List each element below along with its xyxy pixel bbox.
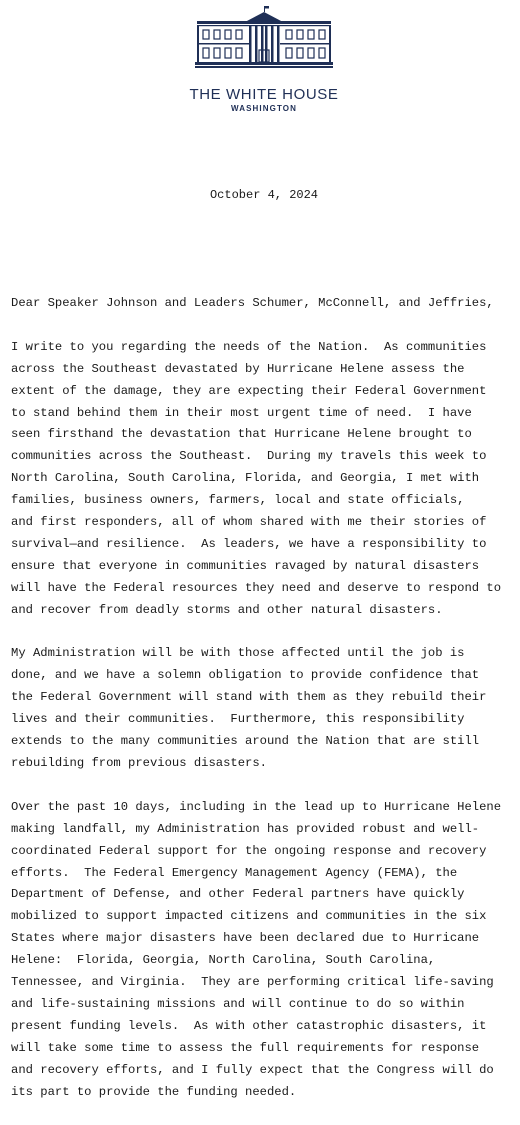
letterhead-city: WASHINGTON xyxy=(231,104,297,113)
paragraph-1 xyxy=(11,337,516,622)
salutation-text: Dear Speaker Johnson and Leaders Schumer, McConnell, and Jeffries, xyxy=(11,296,494,310)
paragraph-line: its part to provide the funding needed. xyxy=(11,1084,297,1099)
paragraph-line: efforts. The Federal Emergency Management Agency (FEMA), the xyxy=(11,865,458,880)
paragraph-line: lives and their communities. Furthermore, this responsibility xyxy=(11,712,465,727)
paragraph-line: will have the Federal resources they need and deserve to respond to xyxy=(11,580,502,595)
paragraph-line: I write to you regarding the needs of the Nation. As communities xyxy=(11,339,487,354)
paragraph-line: Helene: Florida, Georgia, North Carolina, South Carolina, xyxy=(11,953,436,968)
paragraph-line: States where major disasters have been declared due to Hurricane xyxy=(11,931,480,946)
letterhead-title: THE WHITE HOUSE xyxy=(189,86,339,103)
paragraph-line: coordinated Federal support for the ongoing response and recovery xyxy=(11,843,487,858)
paragraph-line: making landfall, my Administration has provided robust and well- xyxy=(11,821,480,836)
paragraph-line: seen firsthand the devastation that Hurricane Helene brought to xyxy=(11,427,472,442)
paragraph-line: the Federal Government will stand with them as they rebuild their xyxy=(11,690,487,705)
paragraph-line: mobilized to support impacted citizens and communities in the six xyxy=(11,909,487,924)
paragraph-line: families, business owners, farmers, local and state officials, xyxy=(11,493,465,508)
paragraph-line: and first responders, all of whom shared with me their stories of xyxy=(11,515,487,530)
salutation xyxy=(11,293,516,315)
paragraph-line: extent of the damage, they are expecting their Federal Government xyxy=(11,383,487,398)
paragraph-line: North Carolina, South Carolina, Florida, and Georgia, I met with xyxy=(11,471,480,486)
paragraph-line: communities across the Southeast. During my travels this week to xyxy=(11,449,487,464)
paragraph-line: present funding levels. As with other catastrophic disasters, it xyxy=(11,1018,487,1033)
paragraph-line: Over the past 10 days, including in the lead up to Hurricane Helene xyxy=(11,799,502,814)
letterhead xyxy=(0,0,520,120)
letter-date: October 4, 2024 xyxy=(209,188,319,202)
paragraph-line: and recovery efforts, and I fully expect that the Congress will do xyxy=(11,1062,494,1077)
paragraph-line: and life-sustaining missions and will continue to do so within xyxy=(11,996,465,1011)
paragraph-line: and recover from deadly storms and other natural disasters. xyxy=(11,602,443,617)
paragraph-line: Department of Defense, and other Federal partners have quickly xyxy=(11,887,465,902)
paragraph-line: ensure that everyone in communities ravaged by natural disasters xyxy=(11,558,480,573)
white-house-building-icon xyxy=(195,6,333,68)
paragraph-line: across the Southeast devastated by Hurricane Helene assess the xyxy=(11,361,465,376)
paragraph-line: will take some time to assess the full requirements for response xyxy=(11,1040,480,1055)
paragraph-2 xyxy=(11,643,516,774)
paragraph-line: done, and we have a solemn obligation to provide confidence that xyxy=(11,668,480,683)
paragraph-3 xyxy=(11,797,516,1104)
paragraph-line: to stand behind them in their most urgent time of need. I have xyxy=(11,405,472,420)
paragraph-line: extends to the many communities around the Nation that are still xyxy=(11,734,480,749)
paragraph-line: Tennessee, and Virginia. They are performing critical life-saving xyxy=(11,975,494,990)
paragraph-line: survival—and resilience. As leaders, we have a responsibility to xyxy=(11,536,487,551)
letter-body xyxy=(11,293,516,1125)
paragraph-line: My Administration will be with those affected until the job is xyxy=(11,646,465,661)
paragraph-line: rebuilding from previous disasters. xyxy=(11,756,267,770)
